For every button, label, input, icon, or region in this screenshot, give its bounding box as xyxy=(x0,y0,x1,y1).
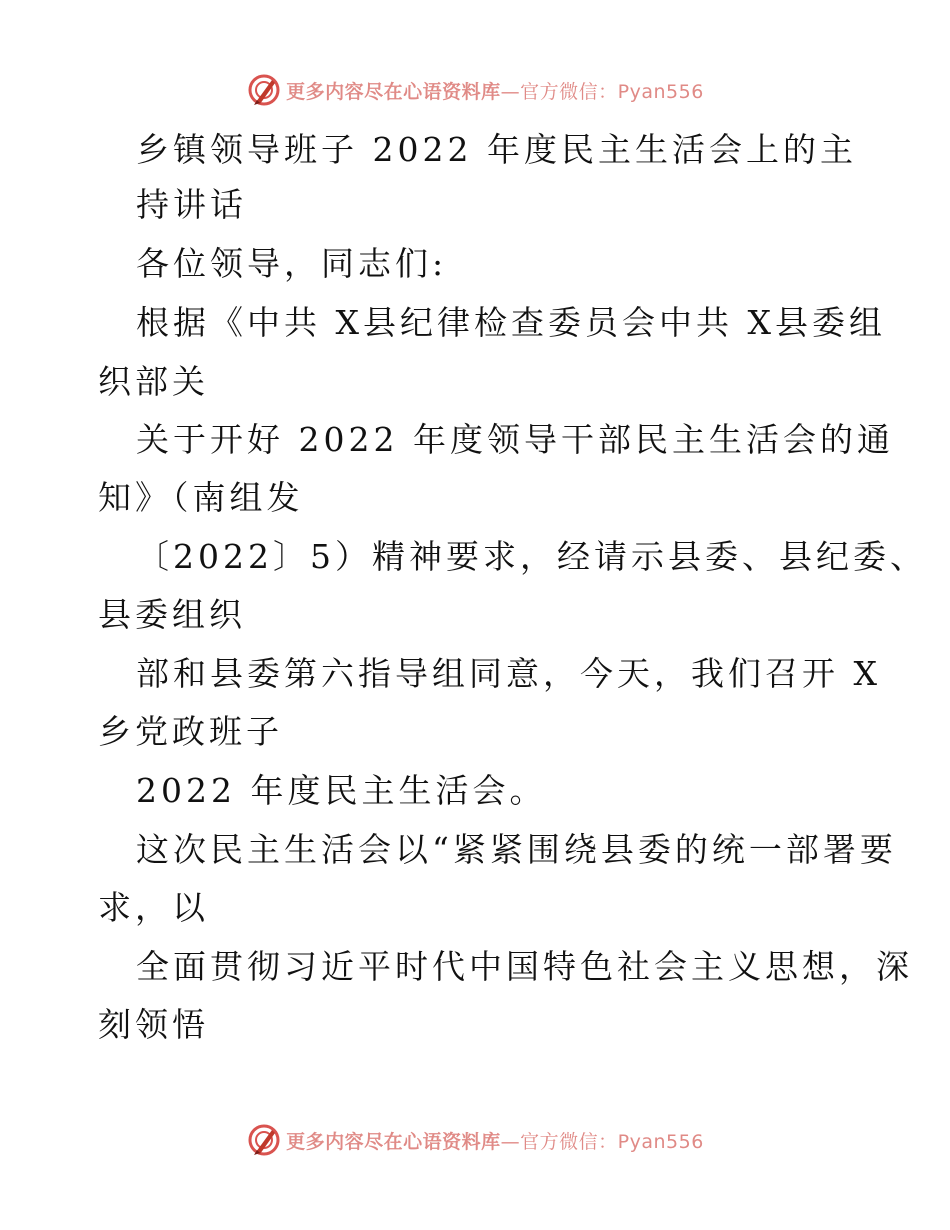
paragraph-line: 知》（南组发 xyxy=(98,478,304,517)
watermark-primary: 更多内容尽在心语资料库 xyxy=(286,80,501,103)
paragraph-line: 求，以 xyxy=(98,888,209,927)
watermark-text xyxy=(286,1127,704,1154)
paragraph-line: 〔2022〕5）精神要求，经请示县委、县纪委、 xyxy=(136,537,927,576)
watermark-primary: 更多内容尽在心语资料库 xyxy=(286,1130,501,1153)
watermark-text xyxy=(286,77,704,104)
footer-watermark xyxy=(0,1120,950,1160)
watermark-secondary: —官方微信：Pyan556 xyxy=(500,80,704,103)
paragraph-line: 全面贯彻习近平时代中国特色社会主义思想，深 xyxy=(136,947,913,986)
paragraph-line: 关于开好 2022 年度领导干部民主生活会的通 xyxy=(136,420,894,459)
paragraph-line: 乡党政班子 xyxy=(98,712,283,751)
pen-logo-icon xyxy=(246,72,282,108)
doc-title-line-1: 乡镇领导班子 2022 年度民主生活会上的主 xyxy=(136,130,857,169)
paragraph-line: 2022 年度民主生活会。 xyxy=(136,771,547,810)
paragraph-line: 这次民主生活会以“紧紧围绕县委的统一部署要 xyxy=(136,830,897,869)
paragraph-line: 县委组织 xyxy=(98,595,246,634)
doc-title-line-2: 持讲话 xyxy=(136,185,247,224)
watermark-secondary: —官方微信：Pyan556 xyxy=(500,1130,704,1153)
header-watermark xyxy=(0,70,950,110)
paragraph-line: 刻领悟 xyxy=(98,1005,209,1044)
pen-logo-icon xyxy=(246,1122,282,1158)
salutation: 各位领导，同志们: xyxy=(136,244,448,283)
paragraph-line: 织部关 xyxy=(98,362,209,401)
paragraph-line: 部和县委第六指导组同意，今天，我们召开 X xyxy=(136,654,881,693)
paragraph-line: 根据《中共 X县纪律检查委员会中共 X县委组 xyxy=(136,303,886,342)
